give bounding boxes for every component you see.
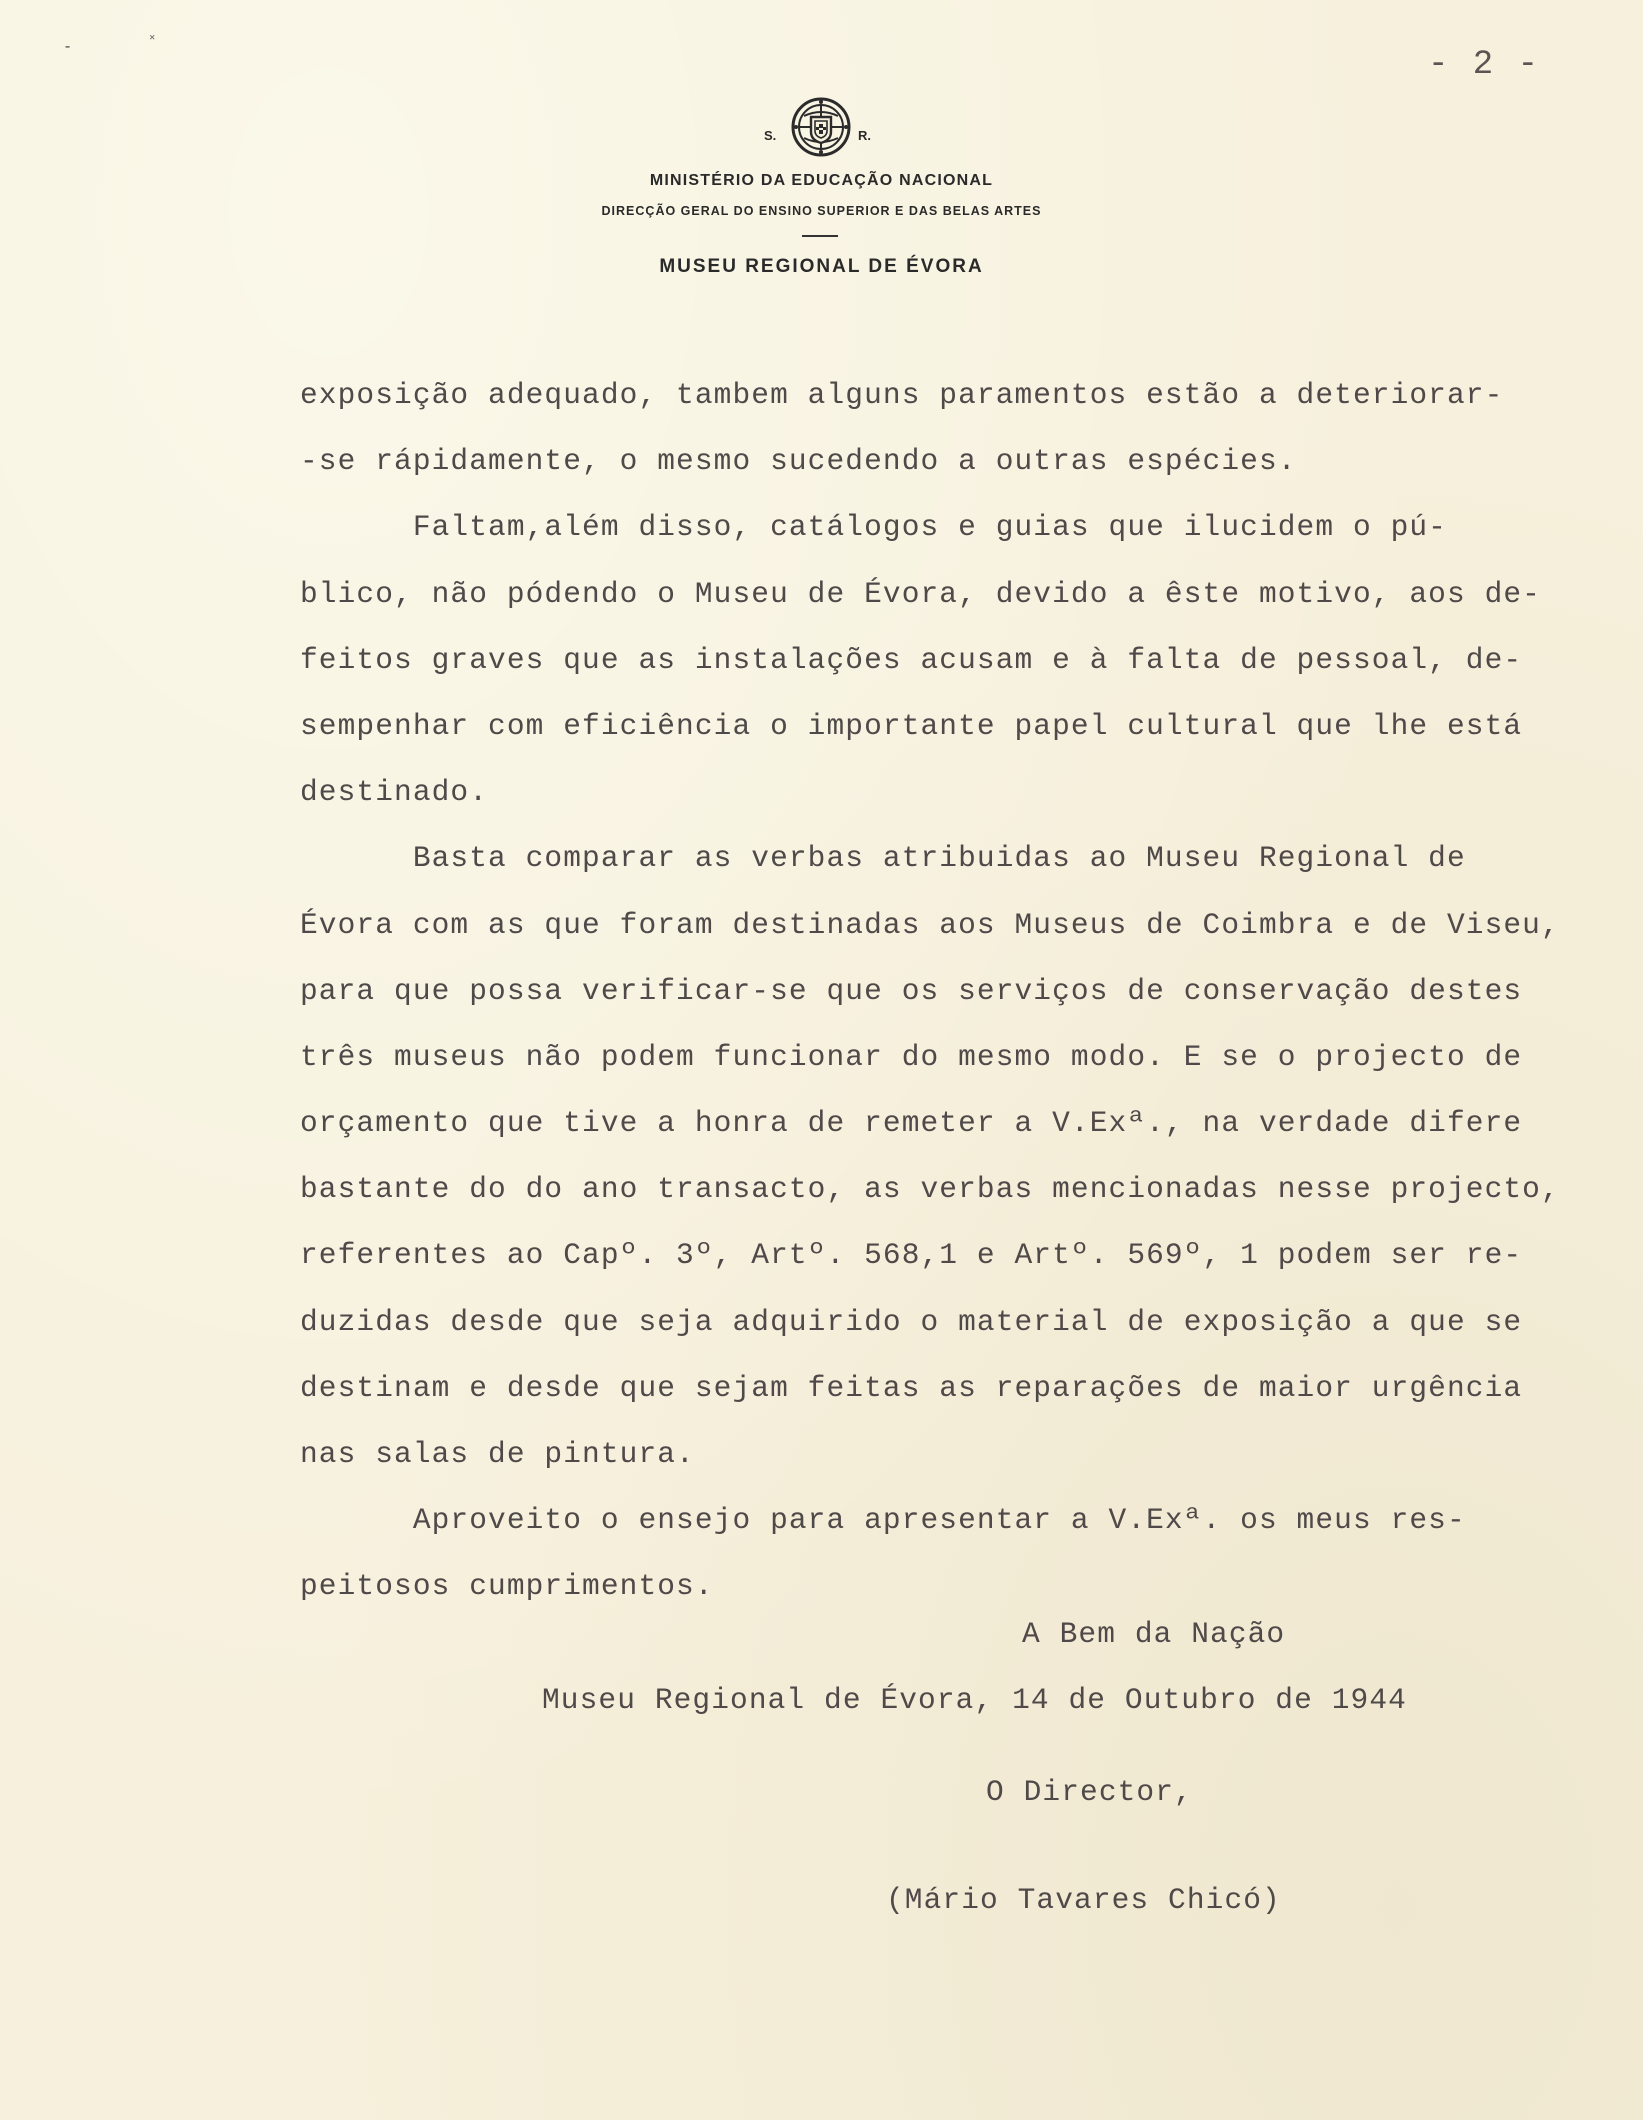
body-line: destinam e desde que sejam feitas as reparações de maior urgência [300,1370,1523,1405]
body-line: orçamento que tive a honra de remeter a V.Exª., na verdade difere [300,1106,1523,1141]
letter-body [300,362,1640,1620]
museum-heading: MUSEU REGIONAL DE ÉVORA [659,256,984,277]
page-number: - 2 - [1427,46,1540,84]
signature-name: (Mário Tavares Chicó) [886,1883,1281,1917]
body-line: para que possa verificar-se que os serviços de conservação destes [300,973,1523,1008]
coat-of-arms-icon [790,96,852,158]
seal-row [0,96,1643,162]
body-line: sempenhar com eficiência o importante papel cultural que lhe está [300,708,1523,743]
closing-salutation: A Bem da Nação [1022,1617,1286,1651]
letterhead [0,96,1643,277]
seal-left-letter: S. [764,128,777,143]
closing-title: O Director, [986,1775,1193,1809]
body-line: duzidas desde que seja adquirido o material de exposição a que se [300,1304,1523,1339]
seal-right-letter: R. [858,128,871,143]
direction-heading: DIRECÇÃO GERAL DO ENSINO SUPERIOR E DAS BELAS ARTES [601,204,1042,218]
body-line: destinado. [300,775,489,810]
ministry-heading: MINISTÉRIO DA EDUCAÇÃO NACIONAL [649,172,994,189]
body-line: blico, não pódendo o Museu de Évora, devido a êste motivo, aos de- [300,576,1541,611]
letterhead-divider [802,235,838,237]
paper-speck: ˟ [148,34,157,50]
body-line: exposição adequado, tambem alguns paramentos estão a deteriorar- [300,378,1504,412]
body-line: Faltam,além disso, catálogos e guias que ilucidem o pú- [300,510,1447,545]
body-line: referentes ao Capº. 3º, Artº. 568,1 e Artº. 569º, 1 podem ser re- [300,1238,1523,1273]
body-line: peitosos cumprimentos. [300,1569,714,1604]
body-line: Aproveito o ensejo para apresentar a V.Exª. os meus res- [300,1503,1466,1538]
body-line: três museus não podem funcionar do mesmo modo. E se o projecto de [300,1039,1523,1074]
body-line: -se rápidamente, o mesmo sucedendo a outras espécies. [300,444,1297,479]
body-line: Évora com as que foram destinadas aos Museus de Coimbra e de Viseu, [300,907,1560,942]
body-line: Basta comparar as verbas atribuidas ao Museu Regional de [300,841,1466,876]
body-line: feitos graves que as instalações acusam e à falta de pessoal, de- [300,642,1523,677]
body-line: bastante do do ano transacto, as verbas mencionadas nesse projecto, [300,1172,1560,1207]
body-line: nas salas de pintura. [300,1437,695,1471]
closing-place-date: Museu Regional de Évora, 14 de Outubro de 1944 [542,1683,1407,1717]
paper-speck: ⁃ [64,41,71,57]
